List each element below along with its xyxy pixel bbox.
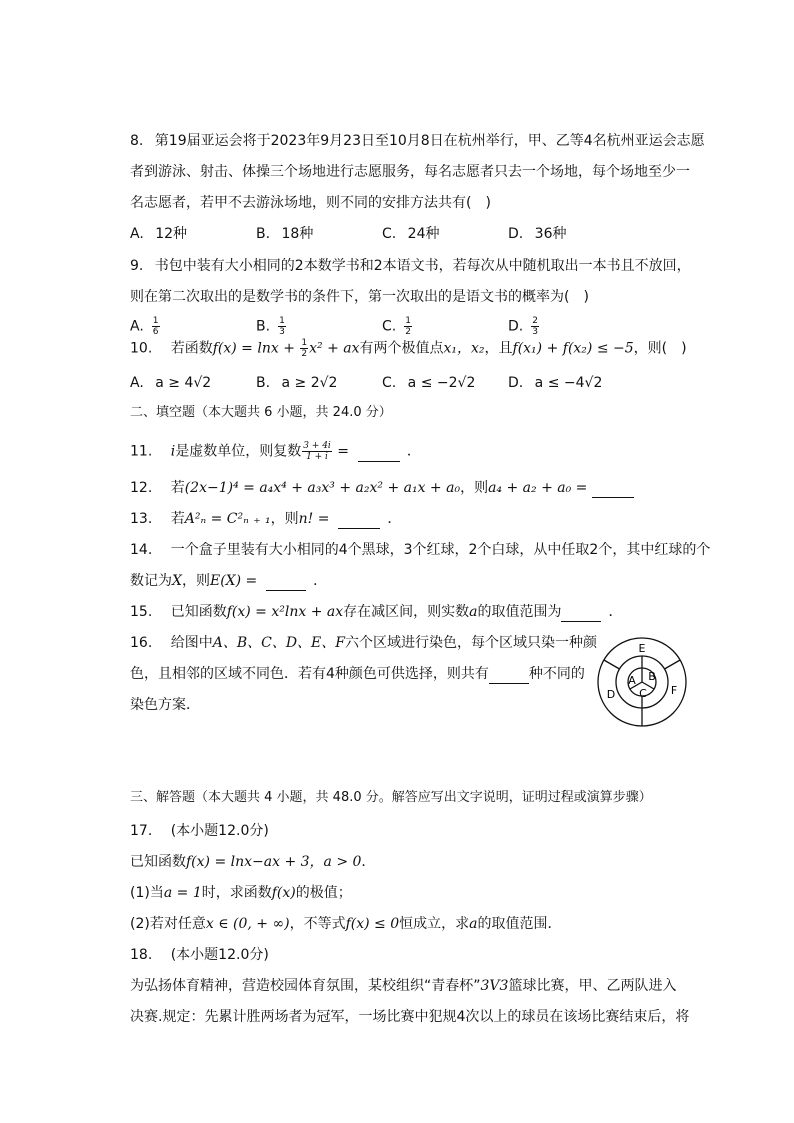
q17-title: 17. (本小题12.0分) <box>130 823 269 839</box>
q9-option-b-fraction: $\frac{1}{3}$ <box>279 316 285 337</box>
q14-answer-blank[interactable] <box>266 576 306 591</box>
q12-answer-blank[interactable] <box>592 483 634 498</box>
region-label-a: A <box>628 674 636 687</box>
section-3-heading: 三、解答题（本大题共 4 小题，共 48.0 分。解答应写出文字说明，证明过程或演算步骤） <box>130 790 652 805</box>
q9-line-1: 9. 书包中装有大小相同的2本数学书和2本语文书，若每次从中随机取出一本书且不放回， <box>130 258 691 274</box>
q12-equation: (2x−1)⁴ = a₄x⁴ + a₃x³ + a₂x² + a₁x + a₀ <box>184 480 461 496</box>
q8-option-b: B. 18种 <box>256 226 314 242</box>
region-label-f: F <box>670 684 678 697</box>
q10-function: f(x) = lnx + <box>212 340 300 357</box>
q16-line-2: 色，且相邻的区域不同色．若有4种颜色可供选择，则共有 种不同的 <box>130 666 585 682</box>
region-label-c: C <box>639 687 647 700</box>
q17-given: 已知函数f(x) = lnx−ax + 3，a > 0． <box>130 854 376 870</box>
q8-line-2: 者到游泳、射击、体操三个场地进行志愿服务，每名志愿者只去一个场地，每个场地至少一 <box>130 164 690 180</box>
q12-line: 12. 若(2x−1)⁴ = a₄x⁴ + a₃x³ + a₂x² + a₁x + a₀，则a₄ + a₂ + a₀ = <box>130 478 634 498</box>
q11-line: 11. i是虚数单位，则复数 $\frac{3 + 4i}{1 + i}$ = ． <box>130 441 421 462</box>
q8-line-3: 名志愿者，若甲不去游泳场地，则不同的安排方法共有( ) <box>130 195 491 211</box>
q10-option-d: D. a ≤ −4√2 <box>508 375 603 391</box>
q18-line-1: 为弘扬体育精神，营造校园体育氛围，某校组织“青春杯”3V3篮球比赛，甲、乙两队进入 <box>130 978 677 994</box>
q9-option-c-fraction: $\frac{1}{2}$ <box>405 316 411 337</box>
q13-equation: A²ₙ = C²ₙ ₊ ₁ <box>184 511 271 527</box>
q13-line: 13. 若A²ₙ = C²ₙ ₊ ₁，则n! = ． <box>130 511 402 527</box>
q10-option-c: C. a ≤ −2√2 <box>382 375 476 391</box>
q9-option-c: C. $\frac{1}{2}$ <box>382 316 411 337</box>
q9-option-d: D. $\frac{2}{3}$ <box>508 316 538 337</box>
q16-line-1: 16. 给图中A、B、C、D、E、F六个区域进行染色，每个区域只染一种颜 <box>130 635 597 651</box>
q8-option-a: A. 12种 <box>130 226 188 242</box>
q17-part-1: (1)当a = 1时，求函数f(x)的极值； <box>130 885 352 901</box>
q18-line-2: 决赛.规定：先累计胜两场者为冠军，一场比赛中犯规4次以上的球员在该场比赛结束后，将 <box>130 1009 690 1025</box>
q10-option-b: B. a ≥ 2√2 <box>256 375 338 391</box>
q8-option-d: D. 36种 <box>508 226 567 242</box>
q9-option-b: B. $\frac{1}{3}$ <box>256 316 285 337</box>
q9-option-a-fraction: $\frac{1}{6}$ <box>152 316 159 337</box>
q18-title: 18. (本小题12.0分) <box>130 947 269 963</box>
region-label-e: E <box>638 642 646 655</box>
q9-option-a: A. $\frac{1}{6}$ <box>130 316 159 337</box>
q16-answer-blank[interactable] <box>489 669 529 684</box>
q11-answer-blank[interactable] <box>358 447 400 462</box>
q10-half-fraction: $\frac{1}{2}$ <box>301 338 308 359</box>
q10-option-a: A. a ≥ 4√2 <box>130 375 212 391</box>
q15-function: f(x) = x²lnx + ax <box>226 604 344 620</box>
q9-option-d-fraction: $\frac{2}{3}$ <box>532 316 538 337</box>
region-label-b: B <box>648 670 656 683</box>
region-label-d: D <box>606 688 616 701</box>
q10-line: 10. 若函数f(x) = lnx + $\frac{1}{2}$ x² + ax有两个极值点x₁，x₂，且f(x₁) + f(x₂) ≤ −5，则( ) <box>130 338 687 359</box>
q15-line: 15. 已知函数f(x) = x²lnx + ax存在减区间，则实数a的取值范围为 ． <box>130 604 623 620</box>
q13-answer-blank[interactable] <box>338 514 380 529</box>
q16-line-3: 染色方案． <box>130 697 200 713</box>
section-2-heading: 二、填空题（本大题共 6 小题，共 24.0 分） <box>130 405 392 420</box>
q11-fraction: $\frac{3 + 4i}{1 + i}$ <box>303 441 331 462</box>
q9-line-2: 则在第二次取出的是数学书的条件下，第一次取出的是语文书的概率为( ) <box>130 289 589 305</box>
q15-answer-blank[interactable] <box>561 607 601 622</box>
q17-part-2: (2)若对任意x ∈ (0, + ∞)，不等式f(x) ≤ 0恒成立，求a的取值范围． <box>130 916 562 932</box>
q14-line-1: 14. 一个盒子里装有大小相同的4个黑球，3个红球，2个白球，从中任取2个，其中红球的个 <box>130 542 711 558</box>
q8-option-c: C. 24种 <box>382 226 440 242</box>
q8-line-1: 8. 第19届亚运会将于2023年9月23日至10月8日在杭州举行，甲、乙等4名杭州亚运会志愿 <box>130 133 705 149</box>
q14-line-2: 数记为X，则E(X) = ． <box>130 573 328 589</box>
q16-coloring-diagram <box>596 636 688 728</box>
q10-condition: f(x₁) + f(x₂) ≤ −5 <box>512 340 634 357</box>
